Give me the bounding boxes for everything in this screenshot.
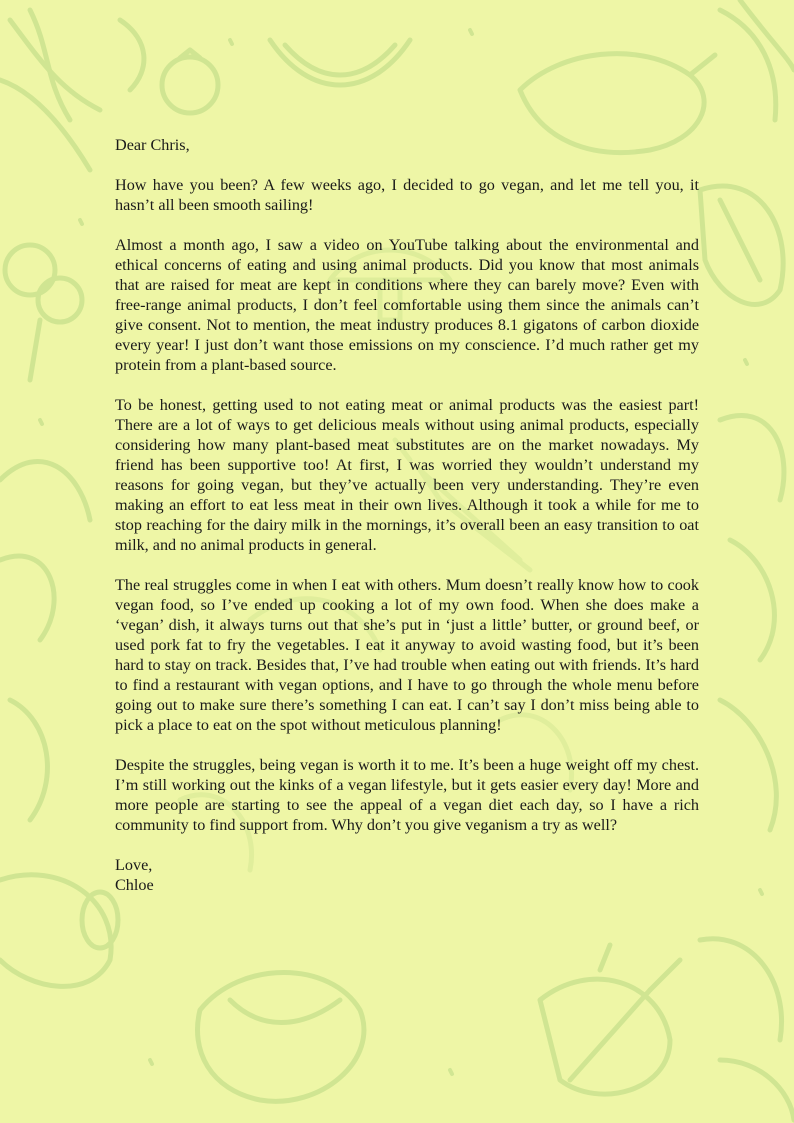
- leaf-doodle: [720, 415, 784, 830]
- closing: [115, 855, 699, 895]
- leaf-doodle: [720, 0, 794, 120]
- leaf-doodle: [0, 461, 90, 820]
- leaf-doodle: [700, 939, 794, 1120]
- melon-doodle: [270, 40, 410, 85]
- cucumber-doodle: [0, 875, 118, 987]
- cabbage-doodle: [198, 973, 364, 1102]
- letter: [115, 135, 699, 895]
- tomato-doodle: [162, 50, 218, 113]
- paragraph: How have you been? A few weeks ago, I decided to go vegan, and let me tell you, it hasn’t all been smooth sailing!: [115, 176, 699, 214]
- broccoli-doodle: [5, 245, 82, 380]
- paragraph: The real struggles come in when I eat with others. Mum doesn’t really know how to cook vegan food, so I’ve ended up cooking a lot of my own food. When she does make a ‘vegan’ dish, it always turns out that she’s put in ‘just a little’ butter, or ground beef, or used pork fat to fry the vegetables. I eat it anyway to avoid wasting food, but it’s been hard to stay on track. Besides that, I’ve had trouble when eating out with friends. It’s hard to find a restaurant with vegan options, and I have to go through the whole menu before going out to make sure there’s something I can eat. I can’t say I don’t miss being able to pick a place to eat on the spot without meticulous planning!: [115, 576, 699, 734]
- closing-phrase: Love,: [115, 856, 153, 874]
- paragraph: Almost a month ago, I saw a video on YouTube talking about the environmental and ethical concerns of eating and using animal products. Did you know that most animals that are raised for meat are kept in conditions where they can barely move? Even with free-range animal products, I don’t feel comfortable using them since the animals can’t give consent. Not to mention, the meat industry produces 8.1 gigatons of carbon dioxide every year! I just don’t want those emissions on my conscience. I’d much rather get my protein from a plant-based source.: [115, 236, 699, 374]
- salutation: Dear Chris,: [115, 136, 190, 154]
- paragraph: To be honest, getting used to not eating meat or animal products was the easiest part! There are a lot of ways to get delicious meals without using animal products, especially considering how many plant-based meat substitutes are on the market nowadays. My friend has been supportive too! At first, I was worried they wouldn’t understand my reasons for going vegan, but they’ve actually been very understanding. They’re even making an effort to eat less meat in their own lives. Although it took a while for me to stop reaching for the dairy milk in the mornings, it’s overall been an easy transition to oat milk, and no animal products in general.: [115, 396, 699, 554]
- pepper-doodle: [540, 945, 670, 1094]
- lettuce-doodle: [700, 186, 783, 304]
- paragraph: Despite the struggles, being vegan is worth it to me. It’s been a huge weight off my chest. I’m still working out the kinks of a vegan lifestyle, but it gets easier every day! More and more people are starting to see the appeal of a vegan diet each day, so I have a rich community to find support from. Why don’t you give veganism a try as well?: [115, 756, 699, 834]
- signature: Chloe: [115, 876, 154, 894]
